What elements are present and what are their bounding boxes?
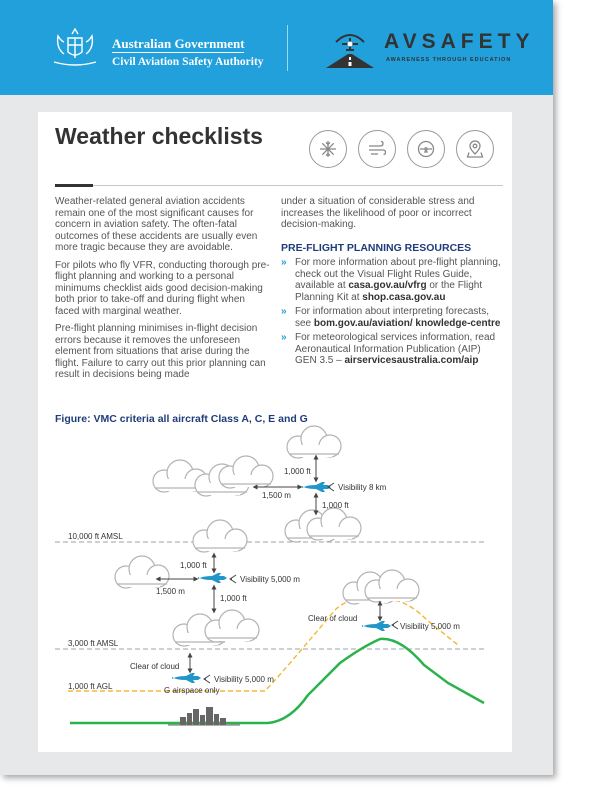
visibility-icon <box>204 675 210 683</box>
header-divider <box>287 25 288 71</box>
middle-vertical-below: 1,000 ft <box>220 594 247 603</box>
list-item <box>281 257 503 303</box>
title-rule <box>55 185 503 186</box>
bullet-icon: » <box>281 306 287 317</box>
resource-link[interactable]: shop.casa.gov.au <box>362 291 446 303</box>
aircraft-icon <box>362 621 391 631</box>
brand-title: AVSAFETY <box>384 30 535 53</box>
body-right-column <box>281 196 503 370</box>
list-item <box>281 332 503 367</box>
government-name: Australian Government <box>112 36 245 51</box>
top-vertical-above: 1,000 ft <box>284 467 311 476</box>
cloud <box>219 456 273 488</box>
cloud <box>287 426 341 458</box>
bullet-icon: » <box>281 257 287 268</box>
visibility-icon <box>230 575 236 583</box>
figure-title: Figure: VMC criteria all aircraft Class A, C, E and G <box>55 413 308 425</box>
visibility-icon <box>392 621 398 629</box>
middle-vertical-above: 1,000 ft <box>180 561 207 570</box>
level-label-10000: 10,000 ft AMSL <box>68 532 123 541</box>
aircraft-instrument-icon <box>407 130 445 168</box>
middle-visibility: Visibility 5,000 m <box>240 575 300 584</box>
top-horizontal: 1,500 m <box>262 491 291 500</box>
avsafety-logo-icon <box>322 24 378 72</box>
title-rule-accent <box>55 184 93 187</box>
location-pin-icon <box>456 130 494 168</box>
cloud <box>205 610 259 642</box>
resources-heading: PRE-FLIGHT PLANNING RESOURCES <box>281 241 472 254</box>
right-clear-of-cloud: Clear of cloud <box>308 614 358 623</box>
top-visibility: Visibility 8 km <box>338 483 387 492</box>
resource-link[interactable]: bom.gov.au/aviation/ knowledge-centre <box>313 317 501 329</box>
low-visibility: Visibility 5,000 m <box>214 675 274 684</box>
middle-horizontal: 1,500 m <box>156 587 185 596</box>
level-label-3000: 3,000 ft AMSL <box>68 639 119 648</box>
resource-text: For information about interpreting forecasts, see <box>295 306 489 329</box>
header-rule <box>112 52 244 53</box>
resources-list <box>281 257 503 367</box>
brand-tagline: AWARENESS THROUGH EDUCATION <box>386 57 512 63</box>
aircraft-icon <box>172 673 201 683</box>
body-paragraph: For pilots who fly VFR, conducting thorough pre-flight planning and working to a personal minimums checklist aids good decision-making both prior to take-off and during flight when faced with marginal weather. <box>55 259 270 317</box>
agency-name: Civil Aviation Safety Authority <box>112 56 264 68</box>
terrain-line <box>70 639 484 723</box>
resource-text: or the Flight Planning Kit at <box>295 280 483 303</box>
aircraft-icon <box>302 482 331 492</box>
low-clear-of-cloud: Clear of cloud <box>130 662 180 671</box>
cloud <box>115 556 169 588</box>
coat-of-arms-icon <box>46 24 104 68</box>
resource-link[interactable]: airservicesaustralia.com/aip <box>344 355 479 366</box>
bullet-icon: » <box>281 332 287 343</box>
top-vertical-below: 1,000 ft <box>322 501 349 510</box>
aircraft-icon <box>198 573 227 583</box>
list-item <box>281 306 503 329</box>
level-label-1000: 1,000 ft AGL <box>68 682 113 691</box>
right-visibility: Visibility 5,000 m <box>400 622 460 631</box>
cloud <box>193 520 247 552</box>
snowflake-icon <box>309 130 347 168</box>
vmc-diagram <box>40 425 514 745</box>
wind-icon <box>358 130 396 168</box>
header-banner <box>0 0 553 95</box>
resource-text: For more information about pre-flight planning, check out the Visual Flight Rules Guide, available at <box>295 257 501 291</box>
page-title: Weather checklists <box>55 123 263 149</box>
body-paragraph: under a situation of considerable stress and increases the likelihood of poor or incorrect decision-making. <box>281 196 475 230</box>
body-left-column <box>55 196 272 387</box>
resource-link[interactable]: casa.gov.au/vfrg <box>348 280 427 291</box>
body-paragraph: Weather-related general aviation accidents remain one of the most significant causes for concern in aviation safety. The often-fatal outcomes of these accidents are usually even more tragic because they are avoidable. <box>55 196 258 253</box>
low-airspace-note: G airspace only <box>164 686 220 695</box>
body-paragraph: Pre-flight planning minimises in-flight decision errors because it removes the unforeseen element from situations that arise during the flight. Failure to carry out this prior planning can result in decisions being made <box>55 323 266 380</box>
resource-text: For meteorological services information, read Aeronautical Information Publication (AIP) GEN 3.5 – <box>295 332 496 366</box>
